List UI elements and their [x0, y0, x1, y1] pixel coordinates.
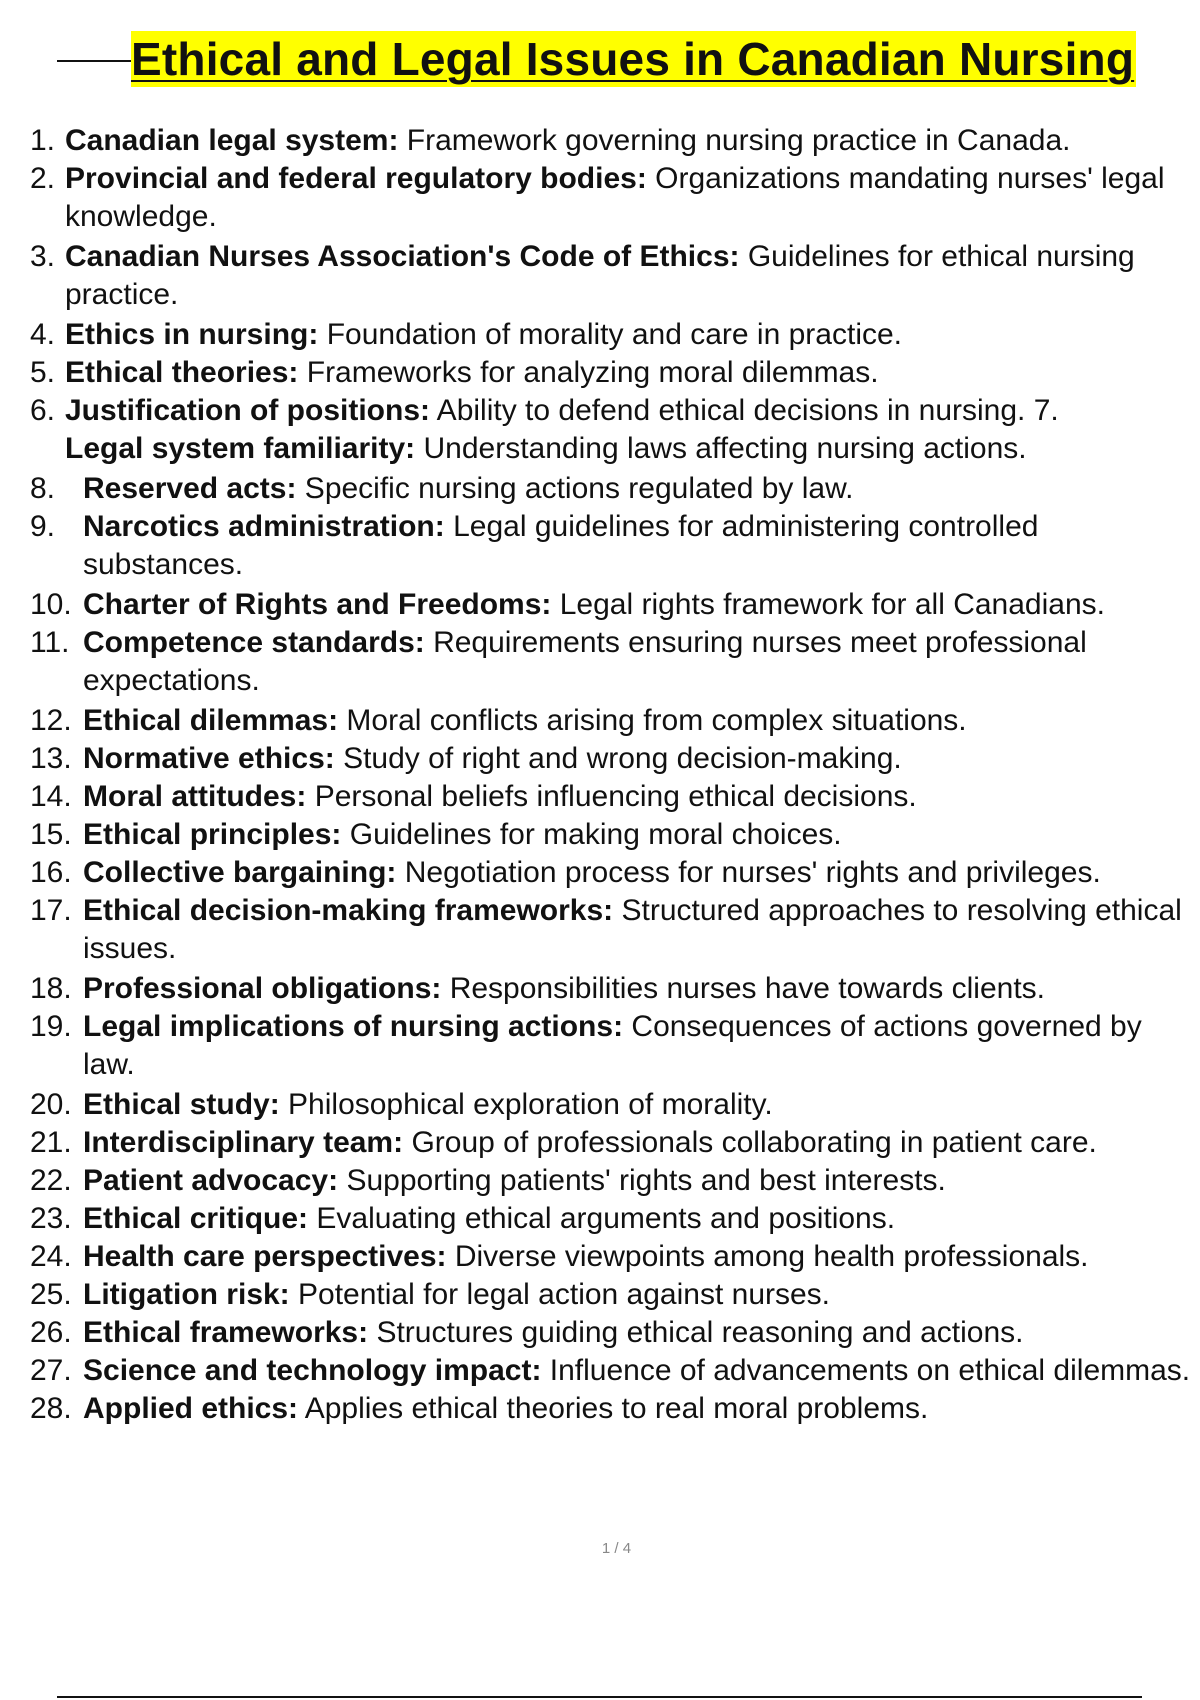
item-number: 5.	[30, 356, 56, 389]
term-definition: Potential for legal action against nurses.	[289, 1278, 831, 1311]
term-definition: Guidelines for making moral choices.	[341, 818, 842, 851]
list-item	[30, 1124, 1195, 1162]
term-label: Patient advocacy:	[83, 1164, 339, 1197]
term-label: Ethical dilemmas:	[83, 704, 339, 737]
term-label: Ethical principles:	[83, 818, 342, 851]
term-label: Legal implications of nursing actions:	[83, 1010, 624, 1043]
term-label: Ethical critique:	[83, 1202, 309, 1235]
term-definition: Legal rights framework for all Canadians.	[551, 588, 1105, 621]
list-item	[30, 1200, 1195, 1238]
list-item	[30, 508, 1195, 584]
term-definition: Frameworks for analyzing moral dilemmas.	[298, 356, 879, 389]
list-item	[30, 1390, 1195, 1428]
term-definition: Ability to defend ethical decisions in nursing. 7.	[430, 394, 1059, 427]
item-number: 4.	[30, 318, 56, 351]
term-label: Science and technology impact:	[83, 1354, 542, 1387]
list-item	[30, 1314, 1195, 1352]
term-label: Ethics in nursing:	[65, 318, 319, 351]
list-item	[30, 238, 1195, 314]
item-number: 26.	[30, 1316, 72, 1349]
term-definition: Influence of advancements on ethical dilemmas.	[541, 1354, 1191, 1387]
item-number: 22.	[30, 1164, 72, 1197]
list-item	[30, 740, 1195, 778]
page-title: Ethical and Legal Issues in Canadian Nursing	[131, 33, 1135, 85]
term-label: Collective bargaining:	[83, 856, 397, 889]
term-definition: Consequences of actions governed by law.	[83, 1010, 1142, 1081]
list-item	[30, 354, 1195, 392]
term-label: Justification of positions:	[65, 394, 430, 427]
term-definition: Structures guiding ethical reasoning and actions.	[368, 1316, 1024, 1349]
term-definition: Specific nursing actions regulated by law.	[296, 472, 854, 505]
term-label: Ethical frameworks:	[83, 1316, 369, 1349]
item-number: 9.	[30, 510, 56, 543]
term-label: Reserved acts:	[83, 472, 297, 505]
term-label: Interdisciplinary team:	[83, 1126, 404, 1159]
term-definition: Evaluating ethical arguments and positions.	[308, 1202, 896, 1235]
term-definition: Structured approaches to resolving ethical issues.	[83, 894, 1182, 965]
list-item	[30, 1276, 1195, 1314]
item-number: 27.	[30, 1354, 72, 1387]
item-number: 23.	[30, 1202, 72, 1235]
term-definition: Understanding laws affecting nursing actions.	[415, 432, 1027, 465]
term-label: Litigation risk:	[83, 1278, 290, 1311]
term-definition: Applies ethical theories to real moral problems.	[298, 1392, 929, 1425]
term-definition: Personal beliefs influencing ethical decisions.	[306, 780, 917, 813]
term-definition: Negotiation process for nurses' rights and privileges.	[396, 856, 1101, 889]
item-number: 3.	[30, 240, 56, 273]
term-definition: Moral conflicts arising from complex situations.	[338, 704, 967, 737]
item-number: 28.	[30, 1392, 72, 1425]
item-number: 19.	[30, 1010, 72, 1043]
term-label: Normative ethics:	[83, 742, 335, 775]
list-item	[30, 854, 1195, 892]
list-item	[30, 470, 1195, 508]
term-label: Moral attitudes:	[83, 780, 307, 813]
term-definition: Diverse viewpoints among health professionals.	[446, 1240, 1089, 1273]
term-definition: Philosophical exploration of morality.	[279, 1088, 773, 1121]
item-number: 10.	[30, 588, 72, 621]
list-item	[30, 160, 1195, 236]
list-item	[30, 316, 1195, 354]
term-definition: Legal guidelines for administering controlled substances.	[83, 510, 1039, 581]
list-item	[30, 1352, 1195, 1390]
list-item	[30, 816, 1195, 854]
term-definition: Framework governing nursing practice in Canada.	[398, 124, 1071, 157]
term-definition: Supporting patients' rights and best interests.	[338, 1164, 946, 1197]
item-number: 14.	[30, 780, 72, 813]
term-label: Applied ethics:	[83, 1392, 299, 1425]
term-definition: Requirements ensuring nurses meet professional expectations.	[83, 626, 1087, 697]
term-label: Competence standards:	[83, 626, 425, 659]
list-item	[30, 1086, 1195, 1124]
term-definition: Foundation of morality and care in practice.	[318, 318, 902, 351]
term-definition: Guidelines for ethical nursing practice.	[65, 240, 1135, 311]
term-label: Charter of Rights and Freedoms:	[83, 588, 552, 621]
term-definition: Organizations mandating nurses' legal knowledge.	[65, 162, 1165, 233]
item-number: 17.	[30, 894, 72, 927]
item-number: 16.	[30, 856, 72, 889]
item-number: 6.	[30, 394, 56, 427]
item-number: 25.	[30, 1278, 72, 1311]
list-item	[30, 624, 1195, 700]
item-number: 8.	[30, 472, 56, 505]
term-label: Ethical study:	[83, 1088, 280, 1121]
item-number: 1.	[30, 124, 56, 157]
list-item	[30, 970, 1195, 1008]
list-item	[30, 1008, 1195, 1084]
term-label: Professional obligations:	[83, 972, 442, 1005]
item-number: 11.	[30, 626, 70, 659]
term-list	[30, 122, 1195, 1430]
term-label: Canadian Nurses Association's Code of Ethics:	[65, 240, 740, 273]
list-item	[30, 702, 1195, 740]
list-item	[30, 122, 1195, 160]
list-item	[30, 1162, 1195, 1200]
item-number: 20.	[30, 1088, 72, 1121]
term-label: Legal system familiarity:	[65, 432, 416, 465]
list-item	[30, 1238, 1195, 1276]
footer-rule	[57, 1696, 1142, 1698]
term-definition: Responsibilities nurses have towards clients.	[441, 972, 1045, 1005]
term-label: Ethical decision-making frameworks:	[83, 894, 614, 927]
title-rule	[57, 60, 132, 62]
item-number: 12.	[30, 704, 72, 737]
list-item	[30, 586, 1195, 624]
term-label: Canadian legal system:	[65, 124, 399, 157]
item-number: 2.	[30, 162, 56, 195]
item-number: 21.	[30, 1126, 72, 1159]
list-item	[30, 778, 1195, 816]
item-number: 13.	[30, 742, 72, 775]
term-label: Ethical theories:	[65, 356, 299, 389]
page-number: 1 / 4	[601, 1540, 632, 1557]
item-number: 15.	[30, 818, 72, 851]
term-definition: Group of professionals collaborating in patient care.	[403, 1126, 1097, 1159]
term-label: Provincial and federal regulatory bodies:	[65, 162, 647, 195]
term-definition: Study of right and wrong decision-making.	[334, 742, 902, 775]
item-number: 18.	[30, 972, 72, 1005]
term-label: Health care perspectives:	[83, 1240, 447, 1273]
term-label: Narcotics administration:	[83, 510, 445, 543]
item-number: 24.	[30, 1240, 72, 1273]
list-item	[30, 392, 1195, 468]
list-item	[30, 892, 1195, 968]
